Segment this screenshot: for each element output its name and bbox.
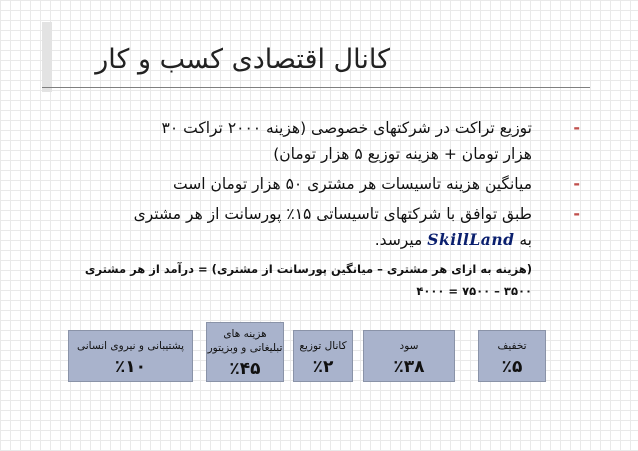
slide-title: کانال اقتصادی کسب و کار xyxy=(95,44,390,75)
box-value: ٪۲ xyxy=(312,357,334,377)
breakdown-box-support xyxy=(68,330,193,382)
bullet-line: توزیع تراکت در شرکتهای خصوصی (هزینه ۲۰۰۰ تراکت ۳۰ xyxy=(161,119,532,137)
box-value: ٪۳۸ xyxy=(393,357,425,377)
box-label: کانال توزیع xyxy=(299,340,347,352)
box-value: ٪۱۰ xyxy=(114,357,147,377)
bullet-dash-icon: - xyxy=(573,204,580,223)
bullet-list xyxy=(62,115,580,253)
bullet-dash-icon: - xyxy=(573,174,580,193)
bullet-line: طبق توافق با شرکتهای تاسیساتی ۱۵٪ پورسانت از هر مشتری xyxy=(133,205,532,223)
title-divider xyxy=(42,87,590,88)
bullet-line-brand xyxy=(62,227,532,253)
bullet-line: هزار تومان + هزینه توزیع ۵ هزار تومان) xyxy=(273,145,532,163)
box-label: سود xyxy=(399,340,419,352)
breakdown-box-discount xyxy=(478,330,546,382)
bullet-item-average-cost xyxy=(62,171,580,197)
box-label: هزینه های تبلیغاتی و وبزیتور xyxy=(207,328,283,354)
breakdown-box-distribution-channel xyxy=(293,330,353,382)
box-label: تخفیف xyxy=(497,340,527,352)
breakdown-box-profit xyxy=(363,330,455,382)
bullet-item-commission xyxy=(62,201,580,253)
bullet-item-tract-distribution xyxy=(62,115,580,167)
breakdown-box-advertising xyxy=(206,322,284,382)
revenue-formula xyxy=(62,258,532,302)
brand-name: SkillLand xyxy=(427,230,515,249)
cost-breakdown xyxy=(68,330,546,385)
box-label: پشتیبانی و نیروی انسانی xyxy=(76,340,184,352)
box-value: ٪۴۵ xyxy=(229,359,261,379)
formula-line: (هزینه به ازای هر مشتری – میانگین پورسانت از مشتری) = درآمد از هر مشتری xyxy=(84,262,532,276)
decorative-rail xyxy=(42,22,52,92)
brand-suffix: میرسد. xyxy=(374,231,423,249)
brand-prefix: به xyxy=(519,231,532,249)
bullet-line: میانگین هزینه تاسیسات هر مشتری ۵۰ هزار تومان است xyxy=(173,175,532,193)
formula-line: ۳۵۰۰ – ۷۵۰۰ = ۴۰۰۰ xyxy=(416,284,532,298)
bullet-dash-icon: - xyxy=(573,118,580,137)
box-value: ٪۵ xyxy=(501,357,523,377)
